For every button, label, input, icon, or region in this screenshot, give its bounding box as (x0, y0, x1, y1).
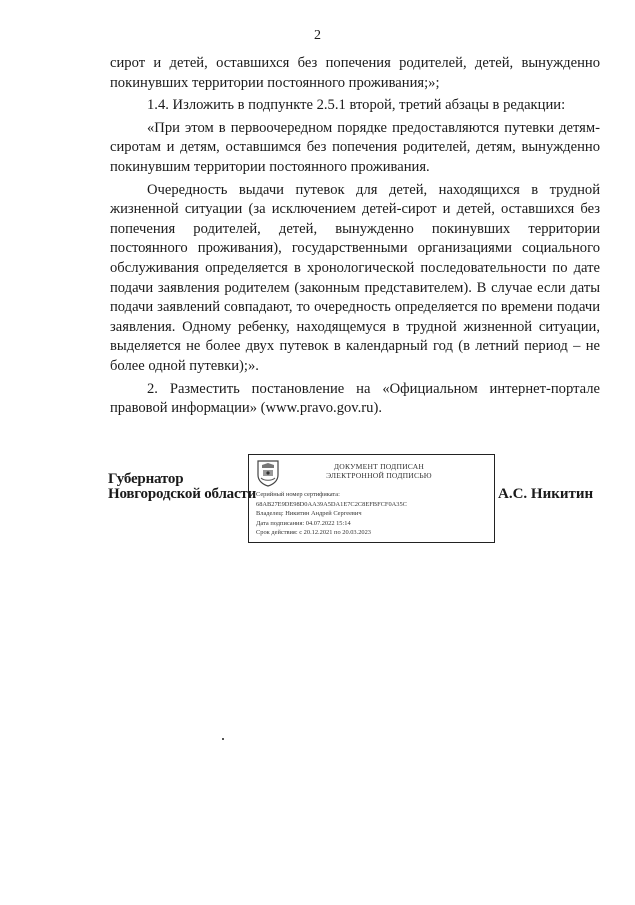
paragraph-queue-order: Очередность выдачи путевок для детей, находящихся в трудной жизненной ситуации (за исключением детей-сирот и детей, оставшихся без попечения родителей, детей, вынужденно покинувших территории постоянного проживания), государственными организациями социального обслуживания определяется в хронологической последовательности по дате подачи заявления родителем (законным представителем). В случае если даты подачи заявлений совпадают, то очередность определяется по времени подачи заявления. Одному ребенку, находящемуся в трудной жизненной ситуации, выделяется не более двух путевок в календарный год (в летний период – не более одной путевки);». (110, 181, 600, 374)
stamp-signed-date: Дата подписания: 04.07.2022 15:14 (256, 519, 351, 527)
governor-title (108, 472, 256, 502)
scan-dot-mark (222, 738, 224, 740)
electronic-signature-stamp (248, 454, 495, 543)
stamp-validity: Срок действия: с 20.12.2021 по 20.03.2023 (256, 529, 372, 537)
stamp-details (256, 490, 492, 538)
governor-title-line1: Губернатор (108, 471, 184, 487)
paragraph-item-1-4: 1.4. Изложить в подпункте 2.5.1 второй, третий абзацы в редакции: (147, 97, 566, 114)
signature-block (108, 454, 608, 550)
stamp-owner: Владелец: Никитин Андрей Сергеевич (256, 510, 362, 518)
stamp-header-line1: ДОКУМЕНТ ПОДПИСАН (333, 462, 425, 471)
page-number: 2 (314, 28, 321, 43)
paragraph-item-2: 2. Разместить постановление на «Официальном интернет-портале правовой информации» (www.pravo.gov.ru). (110, 380, 600, 417)
stamp-serial-value: 68AB27E9DE98D0AA39A5DA1E7C2C8EFBFCF0A35C (256, 500, 407, 508)
stamp-header (289, 462, 469, 481)
paragraph-continuation: сирот и детей, оставшихся без попечения родителей, детей, вынужденно покинувших территории постоянного проживания;»; (110, 55, 600, 91)
governor-title-line2: Новгородской области (108, 486, 257, 502)
governor-name: А.С. Никитин (498, 486, 594, 502)
paragraph-quote-start: «При этом в первоочередном порядке предоставляются путевки детям-сиротам и детям, оставшимся без попечения родителей, детям, вынужденно покинувшим территории постоянного проживания. (110, 119, 600, 175)
stamp-serial-label: Серийный номер сертификата: (256, 491, 340, 498)
document-body (110, 54, 600, 422)
stamp-header-line2: ЭЛЕКТРОННОЙ ПОДПИСЬЮ (326, 471, 432, 481)
coat-of-arms-icon (255, 459, 281, 487)
